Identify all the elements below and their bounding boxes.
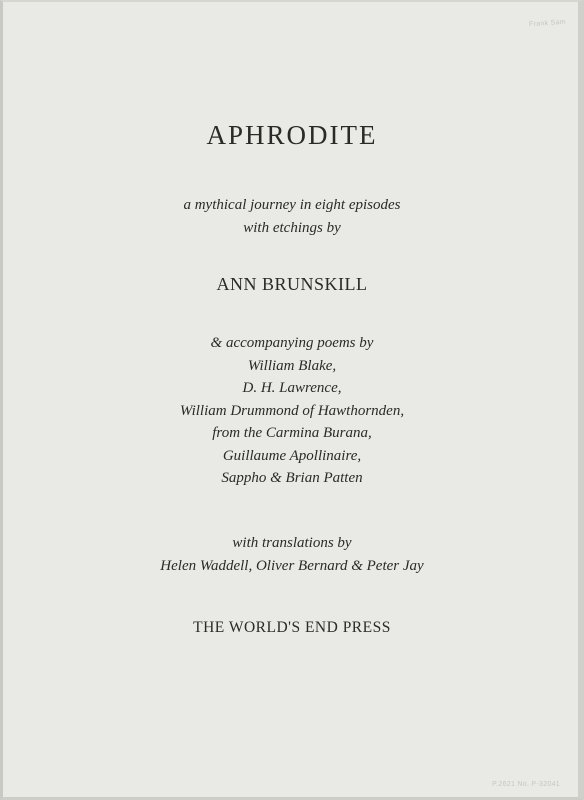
poems-block (0, 332, 584, 490)
pencil-marginalia-bottom: P.2621 No. P-32041 (492, 781, 560, 788)
poet-line: Sappho & Brian Patten (221, 470, 363, 486)
translations-block (0, 532, 584, 577)
poet-line: William Drummond of Hawthornden, (179, 402, 405, 419)
pencil-marginalia-top: Frank Sam (528, 18, 567, 29)
subtitle-block (0, 194, 584, 239)
poems-heading: & accompanying poems by (210, 335, 374, 351)
subtitle-line: with etchings by (243, 219, 341, 236)
subtitle-line: a mythical journey in eight episodes (183, 197, 401, 213)
poet-line: Guillaume Apollinaire, (222, 447, 362, 464)
poet-line: William Blake, (247, 357, 337, 374)
publisher-name: THE WORLD'S END PRESS (193, 619, 391, 636)
book-title: APHRODITE (206, 120, 378, 150)
poet-line: D. H. Lawrence, (242, 380, 342, 396)
artist-name: ANN BRUNSKILL (216, 274, 368, 294)
poet-line: from the Carmina Burana, (212, 425, 372, 441)
translations-heading: with translations by (232, 535, 352, 551)
translators-line: Helen Waddell, Oliver Bernard & Peter Jay (160, 557, 424, 574)
